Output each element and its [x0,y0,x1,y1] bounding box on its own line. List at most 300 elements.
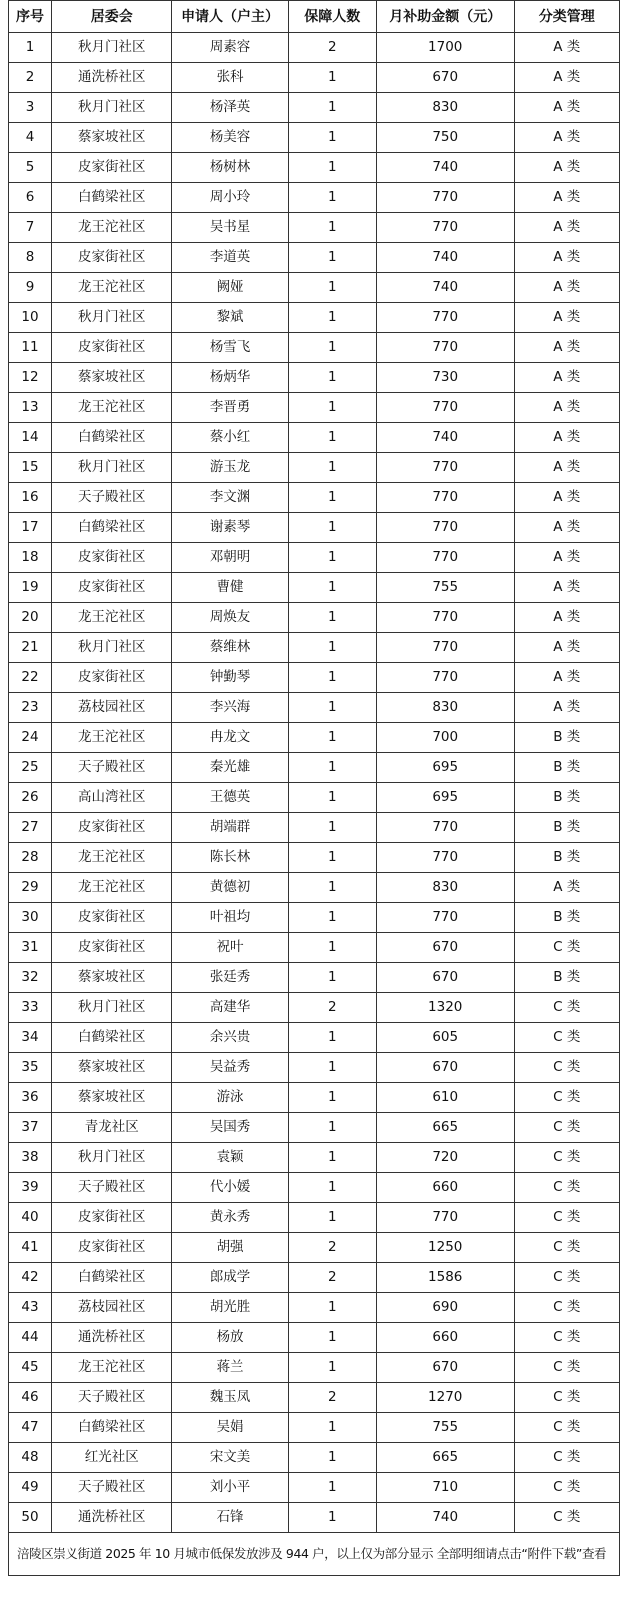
cell-community: 龙王沱社区 [52,723,172,753]
cell-community: 龙王沱社区 [52,873,172,903]
cell-applicant: 蔡小红 [172,423,288,453]
cell-applicant: 陈长林 [172,843,288,873]
cell-applicant: 杨美容 [172,123,288,153]
cell-covered-count: 1 [288,813,376,843]
table-row [9,393,620,423]
table-container [8,0,620,1576]
cell-community: 龙王沱社区 [52,1353,172,1383]
table-row [9,993,620,1023]
cell-community: 龙王沱社区 [52,603,172,633]
cell-covered-count: 1 [288,1353,376,1383]
cell-covered-count: 2 [288,1233,376,1263]
table-row [9,63,620,93]
cell-serial: 15 [9,453,52,483]
cell-community: 皮家街社区 [52,903,172,933]
header-serial: 序号 [9,1,52,33]
cell-community: 白鹤梁社区 [52,513,172,543]
cell-community: 皮家街社区 [52,243,172,273]
cell-community: 白鹤梁社区 [52,423,172,453]
cell-community: 皮家街社区 [52,153,172,183]
cell-community: 皮家街社区 [52,663,172,693]
cell-serial: 50 [9,1503,52,1533]
cell-serial: 43 [9,1293,52,1323]
cell-monthly-amount: 770 [376,543,514,573]
cell-applicant: 袁颖 [172,1143,288,1173]
cell-applicant: 周小玲 [172,183,288,213]
cell-covered-count: 1 [288,603,376,633]
cell-monthly-amount: 770 [376,303,514,333]
cell-category: A 类 [514,393,619,423]
cell-applicant: 钟勤琴 [172,663,288,693]
header-community: 居委会 [52,1,172,33]
cell-monthly-amount: 665 [376,1113,514,1143]
cell-category: A 类 [514,213,619,243]
cell-category: A 类 [514,633,619,663]
cell-monthly-amount: 770 [376,213,514,243]
cell-community: 红光社区 [52,1443,172,1473]
cell-applicant: 阙娅 [172,273,288,303]
table-row [9,333,620,363]
cell-serial: 14 [9,423,52,453]
cell-category: C 类 [514,1413,619,1443]
cell-category: A 类 [514,873,619,903]
cell-serial: 29 [9,873,52,903]
table-row [9,33,620,63]
cell-monthly-amount: 770 [376,603,514,633]
cell-serial: 37 [9,1113,52,1143]
cell-category: C 类 [514,1293,619,1323]
cell-category: C 类 [514,1443,619,1473]
cell-applicant: 石锋 [172,1503,288,1533]
cell-community: 蔡家坡社区 [52,1053,172,1083]
cell-covered-count: 1 [288,633,376,663]
cell-monthly-amount: 670 [376,1353,514,1383]
cell-serial: 28 [9,843,52,873]
cell-community: 高山湾社区 [52,783,172,813]
cell-covered-count: 1 [288,1203,376,1233]
table-row [9,1323,620,1353]
cell-applicant: 余兴贵 [172,1023,288,1053]
table-row [9,543,620,573]
cell-covered-count: 1 [288,1473,376,1503]
cell-covered-count: 1 [288,153,376,183]
table-row [9,483,620,513]
cell-monthly-amount: 720 [376,1143,514,1173]
cell-covered-count: 1 [288,393,376,423]
table-row [9,873,620,903]
cell-community: 白鹤梁社区 [52,183,172,213]
cell-covered-count: 1 [288,333,376,363]
cell-applicant: 魏玉凤 [172,1383,288,1413]
cell-monthly-amount: 740 [376,243,514,273]
cell-category: A 类 [514,603,619,633]
cell-monthly-amount: 770 [376,843,514,873]
cell-serial: 40 [9,1203,52,1233]
cell-covered-count: 1 [288,273,376,303]
cell-community: 白鹤梁社区 [52,1413,172,1443]
cell-community: 青龙社区 [52,1113,172,1143]
cell-monthly-amount: 770 [376,183,514,213]
table-row [9,123,620,153]
cell-applicant: 胡端群 [172,813,288,843]
table-row [9,903,620,933]
cell-monthly-amount: 770 [376,333,514,363]
cell-serial: 17 [9,513,52,543]
cell-monthly-amount: 1270 [376,1383,514,1413]
cell-serial: 32 [9,963,52,993]
cell-community: 秋月门社区 [52,1143,172,1173]
cell-serial: 21 [9,633,52,663]
cell-category: A 类 [514,33,619,63]
cell-covered-count: 1 [288,1053,376,1083]
cell-applicant: 吴益秀 [172,1053,288,1083]
cell-covered-count: 1 [288,93,376,123]
cell-community: 荔枝园社区 [52,1293,172,1323]
table-row [9,963,620,993]
cell-community: 天子殿社区 [52,753,172,783]
cell-category: B 类 [514,903,619,933]
cell-covered-count: 1 [288,1023,376,1053]
table-row [9,1053,620,1083]
table-row [9,783,620,813]
cell-applicant: 宋文美 [172,1443,288,1473]
cell-community: 秋月门社区 [52,993,172,1023]
cell-serial: 41 [9,1233,52,1263]
cell-applicant: 王德英 [172,783,288,813]
cell-applicant: 黄德初 [172,873,288,903]
cell-community: 龙王沱社区 [52,393,172,423]
table-row [9,843,620,873]
cell-category: C 类 [514,1473,619,1503]
cell-applicant: 代小媛 [172,1173,288,1203]
cell-applicant: 李文渊 [172,483,288,513]
cell-community: 蔡家坡社区 [52,123,172,153]
cell-covered-count: 1 [288,933,376,963]
cell-monthly-amount: 770 [376,453,514,483]
cell-monthly-amount: 1320 [376,993,514,1023]
cell-applicant: 邓朝明 [172,543,288,573]
cell-category: A 类 [514,123,619,153]
cell-serial: 44 [9,1323,52,1353]
cell-category: A 类 [514,423,619,453]
cell-serial: 10 [9,303,52,333]
cell-serial: 47 [9,1413,52,1443]
table-row [9,93,620,123]
cell-serial: 1 [9,33,52,63]
cell-applicant: 杨树林 [172,153,288,183]
cell-covered-count: 1 [288,723,376,753]
cell-serial: 13 [9,393,52,423]
cell-community: 通洗桥社区 [52,1323,172,1353]
cell-serial: 26 [9,783,52,813]
cell-community: 秋月门社区 [52,633,172,663]
cell-category: B 类 [514,783,619,813]
cell-applicant: 冉龙文 [172,723,288,753]
cell-category: A 类 [514,483,619,513]
header-applicant: 申请人（户主） [172,1,288,33]
footer-row [9,1533,620,1576]
cell-applicant: 张廷秀 [172,963,288,993]
cell-category: B 类 [514,963,619,993]
cell-covered-count: 1 [288,1143,376,1173]
cell-category: A 类 [514,573,619,603]
cell-monthly-amount: 830 [376,93,514,123]
cell-serial: 31 [9,933,52,963]
cell-category: A 类 [514,183,619,213]
table-row [9,1233,620,1263]
table-body [9,33,620,1533]
cell-community: 秋月门社区 [52,303,172,333]
cell-community: 皮家街社区 [52,573,172,603]
cell-monthly-amount: 670 [376,963,514,993]
cell-category: C 类 [514,1083,619,1113]
cell-applicant: 谢素琴 [172,513,288,543]
cell-covered-count: 1 [288,363,376,393]
cell-category: A 类 [514,273,619,303]
cell-applicant: 祝叶 [172,933,288,963]
cell-category: C 类 [514,1053,619,1083]
cell-serial: 8 [9,243,52,273]
cell-covered-count: 2 [288,993,376,1023]
cell-monthly-amount: 750 [376,123,514,153]
table-row [9,423,620,453]
cell-monthly-amount: 670 [376,933,514,963]
cell-monthly-amount: 770 [376,393,514,423]
cell-monthly-amount: 695 [376,783,514,813]
cell-category: B 类 [514,723,619,753]
cell-monthly-amount: 755 [376,1413,514,1443]
cell-serial: 6 [9,183,52,213]
cell-covered-count: 1 [288,843,376,873]
cell-applicant: 张科 [172,63,288,93]
table-row [9,1023,620,1053]
table-row [9,1503,620,1533]
cell-applicant: 郎成学 [172,1263,288,1293]
table-row [9,303,620,333]
cell-category: C 类 [514,1023,619,1053]
cell-covered-count: 1 [288,903,376,933]
table-row [9,1473,620,1503]
cell-monthly-amount: 670 [376,1053,514,1083]
cell-applicant: 吴书星 [172,213,288,243]
cell-community: 蔡家坡社区 [52,363,172,393]
cell-serial: 16 [9,483,52,513]
table-row [9,1383,620,1413]
cell-category: C 类 [514,993,619,1023]
cell-applicant: 胡光胜 [172,1293,288,1323]
cell-covered-count: 1 [288,243,376,273]
cell-serial: 25 [9,753,52,783]
cell-community: 秋月门社区 [52,453,172,483]
cell-applicant: 蒋兰 [172,1353,288,1383]
cell-covered-count: 1 [288,63,376,93]
cell-category: C 类 [514,1143,619,1173]
cell-serial: 45 [9,1353,52,1383]
cell-serial: 30 [9,903,52,933]
cell-serial: 33 [9,993,52,1023]
cell-serial: 22 [9,663,52,693]
cell-applicant: 蔡维林 [172,633,288,663]
cell-covered-count: 2 [288,1263,376,1293]
table-header-row [9,1,620,33]
cell-category: B 类 [514,843,619,873]
cell-monthly-amount: 770 [376,903,514,933]
cell-community: 皮家街社区 [52,543,172,573]
table-row [9,813,620,843]
cell-category: C 类 [514,1203,619,1233]
cell-community: 天子殿社区 [52,1383,172,1413]
table-row [9,213,620,243]
cell-community: 秋月门社区 [52,93,172,123]
cell-category: B 类 [514,753,619,783]
cell-covered-count: 2 [288,33,376,63]
cell-applicant: 叶祖均 [172,903,288,933]
cell-covered-count: 1 [288,1413,376,1443]
cell-covered-count: 1 [288,543,376,573]
cell-category: C 类 [514,1233,619,1263]
cell-community: 通洗桥社区 [52,63,172,93]
table-row [9,1143,620,1173]
cell-covered-count: 1 [288,483,376,513]
header-category: 分类管理 [514,1,619,33]
cell-serial: 11 [9,333,52,363]
cell-applicant: 胡强 [172,1233,288,1263]
cell-category: A 类 [514,63,619,93]
cell-category: A 类 [514,363,619,393]
cell-category: A 类 [514,513,619,543]
cell-applicant: 吴娟 [172,1413,288,1443]
cell-covered-count: 1 [288,1293,376,1323]
cell-category: C 类 [514,1353,619,1383]
cell-covered-count: 1 [288,1323,376,1353]
cell-applicant: 黎斌 [172,303,288,333]
cell-serial: 24 [9,723,52,753]
table-row [9,453,620,483]
table-row [9,1443,620,1473]
cell-monthly-amount: 1586 [376,1263,514,1293]
cell-serial: 2 [9,63,52,93]
cell-serial: 49 [9,1473,52,1503]
cell-monthly-amount: 770 [376,633,514,663]
cell-covered-count: 1 [288,513,376,543]
cell-monthly-amount: 610 [376,1083,514,1113]
cell-applicant: 李道英 [172,243,288,273]
cell-covered-count: 1 [288,183,376,213]
cell-community: 天子殿社区 [52,1473,172,1503]
cell-category: C 类 [514,1503,619,1533]
cell-category: C 类 [514,1323,619,1353]
cell-serial: 42 [9,1263,52,1293]
table-row [9,1113,620,1143]
cell-covered-count: 1 [288,1083,376,1113]
cell-applicant: 刘小平 [172,1473,288,1503]
cell-category: A 类 [514,453,619,483]
cell-covered-count: 1 [288,303,376,333]
cell-covered-count: 1 [288,873,376,903]
cell-applicant: 杨泽英 [172,93,288,123]
cell-category: C 类 [514,1263,619,1293]
table-row [9,1203,620,1233]
cell-serial: 35 [9,1053,52,1083]
cell-serial: 9 [9,273,52,303]
table-row [9,1173,620,1203]
cell-serial: 46 [9,1383,52,1413]
cell-community: 白鹤梁社区 [52,1023,172,1053]
cell-covered-count: 1 [288,693,376,723]
cell-monthly-amount: 695 [376,753,514,783]
cell-monthly-amount: 770 [376,813,514,843]
cell-community: 龙王沱社区 [52,213,172,243]
cell-applicant: 曹健 [172,573,288,603]
table-row [9,573,620,603]
cell-monthly-amount: 740 [376,273,514,303]
cell-covered-count: 1 [288,753,376,783]
cell-community: 荔枝园社区 [52,693,172,723]
cell-community: 皮家街社区 [52,813,172,843]
cell-serial: 18 [9,543,52,573]
cell-covered-count: 1 [288,663,376,693]
cell-category: A 类 [514,153,619,183]
table-row [9,513,620,543]
cell-monthly-amount: 740 [376,1503,514,1533]
cell-applicant: 周素容 [172,33,288,63]
cell-covered-count: 1 [288,123,376,153]
cell-applicant: 秦光雄 [172,753,288,783]
cell-community: 龙王沱社区 [52,273,172,303]
cell-covered-count: 1 [288,783,376,813]
table-row [9,273,620,303]
cell-applicant: 高建华 [172,993,288,1023]
cell-monthly-amount: 770 [376,513,514,543]
cell-covered-count: 2 [288,1383,376,1413]
cell-monthly-amount: 710 [376,1473,514,1503]
cell-applicant: 杨雪飞 [172,333,288,363]
cell-applicant: 杨放 [172,1323,288,1353]
table-row [9,1353,620,1383]
cell-community: 通洗桥社区 [52,1503,172,1533]
cell-serial: 38 [9,1143,52,1173]
cell-covered-count: 1 [288,1173,376,1203]
table-row [9,693,620,723]
table-row [9,753,620,783]
cell-serial: 19 [9,573,52,603]
cell-monthly-amount: 605 [376,1023,514,1053]
cell-applicant: 李兴海 [172,693,288,723]
cell-serial: 36 [9,1083,52,1113]
cell-community: 蔡家坡社区 [52,1083,172,1113]
cell-community: 皮家街社区 [52,1233,172,1263]
cell-community: 秋月门社区 [52,33,172,63]
table-row [9,153,620,183]
cell-applicant: 黄永秀 [172,1203,288,1233]
cell-covered-count: 1 [288,1503,376,1533]
cell-community: 皮家街社区 [52,1203,172,1233]
cell-monthly-amount: 830 [376,693,514,723]
cell-category: A 类 [514,543,619,573]
cell-category: C 类 [514,1113,619,1143]
cell-serial: 7 [9,213,52,243]
cell-applicant: 吴国秀 [172,1113,288,1143]
cell-covered-count: 1 [288,213,376,243]
cell-serial: 39 [9,1173,52,1203]
cell-monthly-amount: 1250 [376,1233,514,1263]
cell-serial: 4 [9,123,52,153]
cell-category: A 类 [514,333,619,363]
cell-serial: 3 [9,93,52,123]
cell-category: C 类 [514,1173,619,1203]
cell-monthly-amount: 770 [376,663,514,693]
table-row [9,183,620,213]
